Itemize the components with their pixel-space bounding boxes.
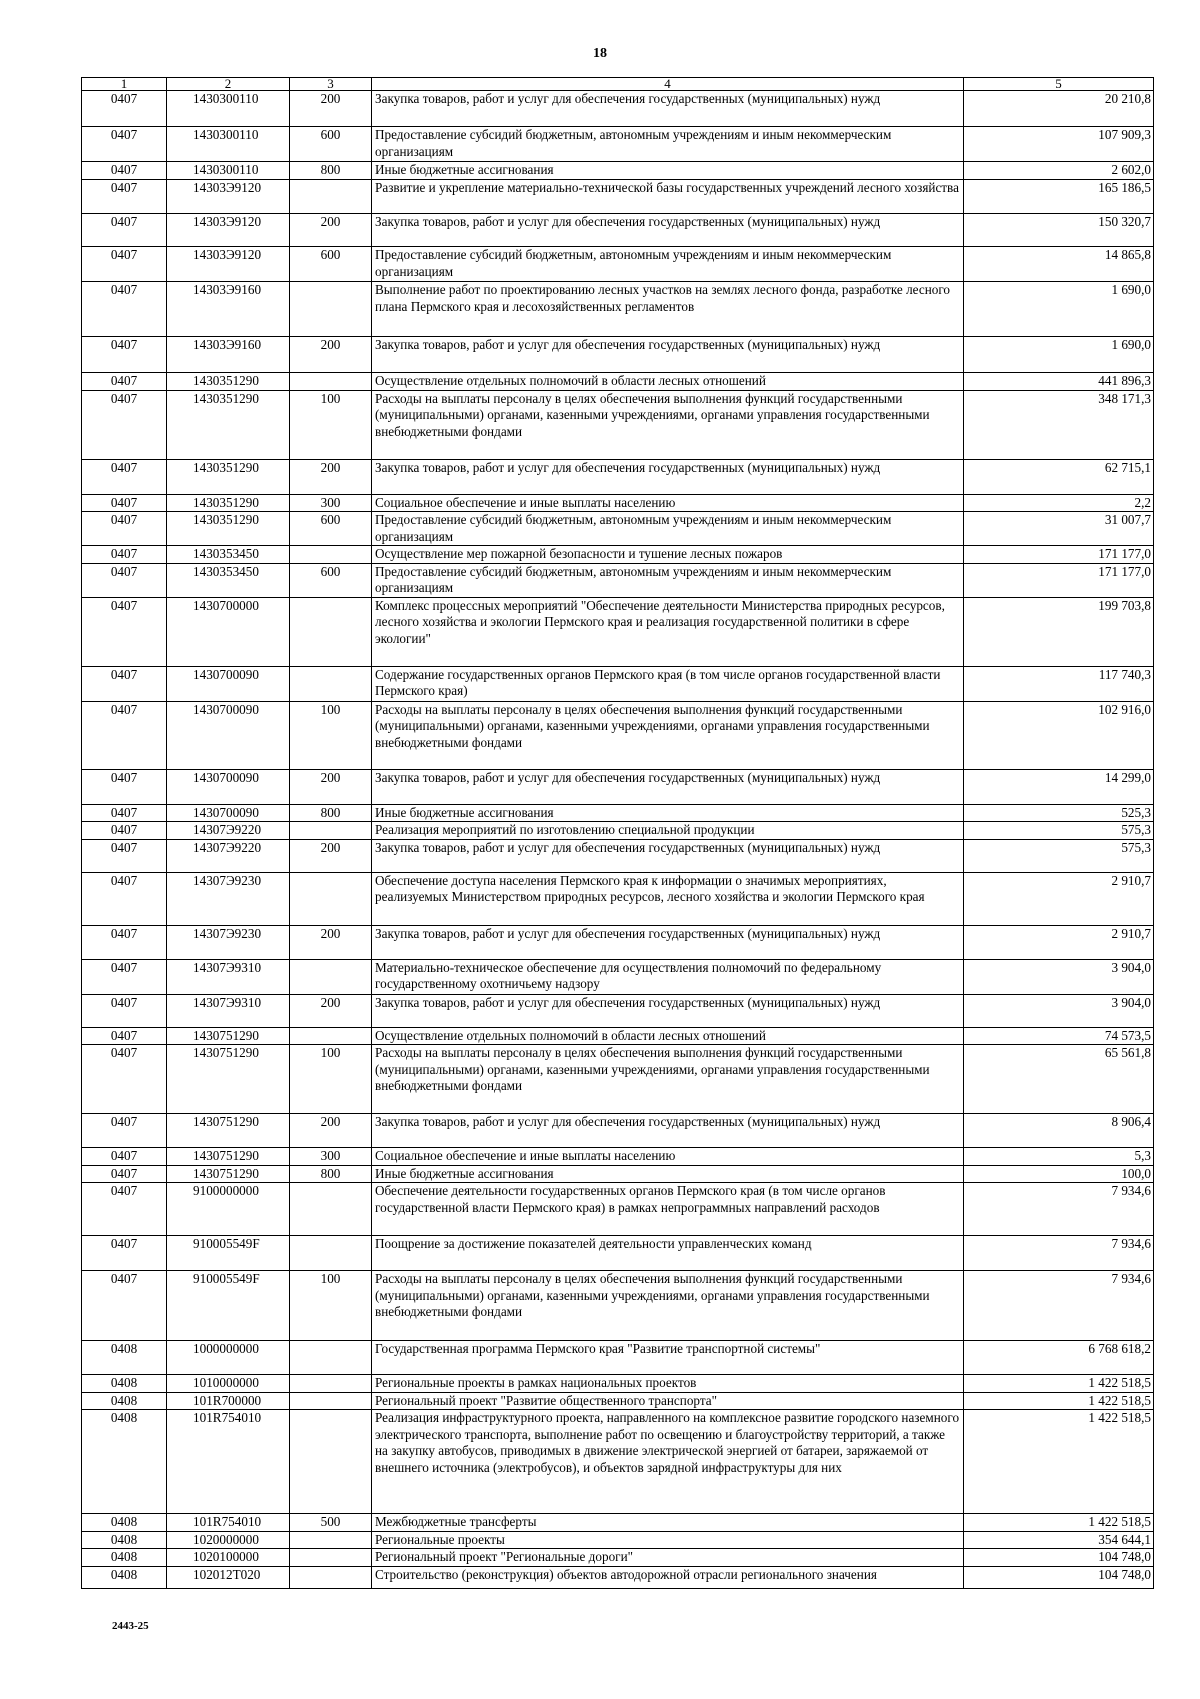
type-cell [290,1341,372,1375]
code-cell: 1430300110 [167,162,290,180]
table-row [82,701,1154,769]
section-cell: 0407 [82,373,167,391]
table-row [82,512,1154,546]
amount-cell: 3 904,0 [964,994,1154,1027]
amount-cell: 441 896,3 [964,373,1154,391]
code-cell: 1430351290 [167,512,290,546]
type-cell: 200 [290,925,372,959]
type-cell: 100 [290,390,372,459]
section-cell: 0408 [82,1549,167,1567]
column-header: 4 [372,78,964,91]
amount-cell: 2 602,0 [964,162,1154,180]
type-cell: 600 [290,127,372,162]
code-cell: 910005549F [167,1236,290,1271]
section-cell: 0408 [82,1392,167,1410]
section-cell: 0408 [82,1410,167,1514]
code-cell: 910005549F [167,1271,290,1341]
column-header: 3 [290,78,372,91]
section-cell: 0407 [82,1165,167,1183]
name-cell: Содержание государственных органов Пермского края (в том числе органов государственной власти Пермского края) [372,666,964,701]
name-cell: Реализация инфраструктурного проекта, направленного на комплексное развитие городского наземного электрического транспорта, выполнение работ по освещению и благоустройству территорий, а также на закупку автобусов, приводимых в движение электрической энергией от батареи, заряжаемой от внешнего источника (электробусов), и объектов зарядной инфраструктуры для них [372,1410,964,1514]
table-row [82,1514,1154,1532]
section-cell: 0407 [82,701,167,769]
type-cell [290,1531,372,1549]
table-row [82,546,1154,564]
section-cell: 0407 [82,769,167,804]
code-cell: 1430700090 [167,804,290,822]
table-row [82,282,1154,337]
section-cell: 0407 [82,214,167,247]
name-cell: Осуществление отдельных полномочий в области лесных отношений [372,373,964,391]
amount-cell: 7 934,6 [964,1183,1154,1236]
amount-cell: 354 644,1 [964,1531,1154,1549]
table-row [82,1566,1154,1588]
amount-cell: 199 703,8 [964,597,1154,666]
amount-cell: 150 320,7 [964,214,1154,247]
table-row [82,1410,1154,1514]
amount-cell: 65 561,8 [964,1045,1154,1114]
code-cell: 14307Э9220 [167,822,290,840]
type-cell: 600 [290,512,372,546]
code-cell: 1430351290 [167,459,290,494]
type-cell: 200 [290,337,372,373]
name-cell: Закупка товаров, работ и услуг для обеспечения государственных (муниципальных) нужд [372,769,964,804]
name-cell: Строительство (реконструкция) объектов автодорожной отрасли регионального значения [372,1566,964,1588]
code-cell: 1430351290 [167,373,290,391]
code-cell: 14307Э9230 [167,872,290,925]
name-cell: Осуществление отдельных полномочий в области лесных отношений [372,1027,964,1045]
name-cell: Поощрение за достижение показателей деятельности управленческих команд [372,1236,964,1271]
amount-cell: 348 171,3 [964,390,1154,459]
table-row [82,127,1154,162]
name-cell: Предоставление субсидий бюджетным, автономным учреждениям и иным некоммерческим организациям [372,563,964,597]
type-cell: 200 [290,91,372,127]
name-cell: Региональные проекты в рамках национальных проектов [372,1375,964,1393]
code-cell: 1020000000 [167,1531,290,1549]
table-header-row [82,78,1154,91]
name-cell: Закупка товаров, работ и услуг для обеспечения государственных (муниципальных) нужд [372,459,964,494]
name-cell: Расходы на выплаты персоналу в целях обеспечения выполнения функций государственными (муниципальными) органами, казенными учреждениями, органами управления государственными внебюджетными фондами [372,1271,964,1341]
amount-cell: 2 910,7 [964,925,1154,959]
name-cell: Социальное обеспечение и иные выплаты населению [372,1148,964,1166]
type-cell: 500 [290,1514,372,1532]
table-row [82,597,1154,666]
type-cell [290,1236,372,1271]
code-cell: 14303Э9160 [167,337,290,373]
type-cell [290,1549,372,1567]
section-cell: 0408 [82,1566,167,1588]
section-cell: 0408 [82,1375,167,1393]
name-cell: Иные бюджетные ассигнования [372,162,964,180]
type-cell [290,1410,372,1514]
name-cell: Закупка товаров, работ и услуг для обеспечения государственных (муниципальных) нужд [372,1114,964,1148]
table-row [82,804,1154,822]
document-code: 2443-25 [112,1620,149,1632]
amount-cell: 525,3 [964,804,1154,822]
table-row [82,1375,1154,1393]
code-cell: 1430300110 [167,91,290,127]
table-row [82,769,1154,804]
type-cell: 600 [290,247,372,282]
amount-cell: 575,3 [964,822,1154,840]
table-row [82,1114,1154,1148]
type-cell: 600 [290,563,372,597]
section-cell: 0407 [82,1183,167,1236]
section-cell: 0407 [82,563,167,597]
type-cell [290,822,372,840]
name-cell: Закупка товаров, работ и услуг для обеспечения государственных (муниципальных) нужд [372,214,964,247]
type-cell [290,282,372,337]
type-cell: 100 [290,1271,372,1341]
column-header: 5 [964,78,1154,91]
amount-cell: 1 422 518,5 [964,1375,1154,1393]
type-cell: 100 [290,1045,372,1114]
section-cell: 0407 [82,597,167,666]
amount-cell: 117 740,3 [964,666,1154,701]
section-cell: 0407 [82,994,167,1027]
page-number: 18 [593,46,607,61]
amount-cell: 102 916,0 [964,701,1154,769]
section-cell: 0407 [82,666,167,701]
name-cell: Региональные проекты [372,1531,964,1549]
type-cell [290,597,372,666]
section-cell: 0407 [82,872,167,925]
table-row [82,994,1154,1027]
section-cell: 0407 [82,512,167,546]
table-row [82,494,1154,512]
code-cell: 1430700090 [167,769,290,804]
type-cell: 200 [290,769,372,804]
section-cell: 0407 [82,822,167,840]
code-cell: 101R754010 [167,1410,290,1514]
section-cell: 0407 [82,127,167,162]
section-cell: 0407 [82,839,167,872]
amount-cell: 1 422 518,5 [964,1514,1154,1532]
amount-cell: 74 573,5 [964,1027,1154,1045]
code-cell: 9100000000 [167,1183,290,1236]
code-cell: 1430751290 [167,1114,290,1148]
column-header: 2 [167,78,290,91]
table-row [82,1236,1154,1271]
name-cell: Выполнение работ по проектированию лесных участков на землях лесного фонда, разработке лесного плана Пермского края и лесохозяйственных регламентов [372,282,964,337]
budget-table [81,77,1154,1589]
amount-cell: 31 007,7 [964,512,1154,546]
code-cell: 1430751290 [167,1027,290,1045]
table-row [82,563,1154,597]
table-row [82,214,1154,247]
amount-cell: 14 299,0 [964,769,1154,804]
section-cell: 0407 [82,925,167,959]
section-cell: 0408 [82,1341,167,1375]
code-cell: 1430351290 [167,390,290,459]
amount-cell: 2 910,7 [964,872,1154,925]
section-cell: 0407 [82,1114,167,1148]
name-cell: Развитие и укрепление материально-технической базы государственных учреждений лесного хозяйства [372,180,964,214]
code-cell: 14303Э9160 [167,282,290,337]
section-cell: 0407 [82,162,167,180]
type-cell: 800 [290,162,372,180]
amount-cell: 104 748,0 [964,1549,1154,1567]
type-cell: 200 [290,214,372,247]
type-cell: 100 [290,701,372,769]
section-cell: 0408 [82,1531,167,1549]
name-cell: Реализация мероприятий по изготовлению специальной продукции [372,822,964,840]
table-row [82,925,1154,959]
section-cell: 0407 [82,337,167,373]
code-cell: 14307Э9230 [167,925,290,959]
name-cell: Комплекс процессных мероприятий "Обеспечение деятельности Министерства природных ресурсов, лесного хозяйства и экологии Пермского края и реализация государственной политики в сфере экологии" [372,597,964,666]
table-row [82,1183,1154,1236]
section-cell: 0407 [82,180,167,214]
type-cell [290,1392,372,1410]
type-cell: 300 [290,494,372,512]
amount-cell: 100,0 [964,1165,1154,1183]
code-cell: 1430300110 [167,127,290,162]
name-cell: Материально-техническое обеспечение для осуществления полномочий по федеральному государственному охотничьему надзору [372,959,964,994]
amount-cell: 2,2 [964,494,1154,512]
name-cell: Государственная программа Пермского края "Развитие транспортной системы" [372,1341,964,1375]
code-cell: 14303Э9120 [167,214,290,247]
table-row [82,1341,1154,1375]
name-cell: Расходы на выплаты персоналу в целях обеспечения выполнения функций государственными (муниципальными) органами, казенными учреждениями, органами управления государственными внебюджетными фондами [372,390,964,459]
type-cell [290,373,372,391]
type-cell [290,1566,372,1588]
name-cell: Иные бюджетные ассигнования [372,804,964,822]
section-cell: 0407 [82,546,167,564]
code-cell: 1430751290 [167,1045,290,1114]
table-row [82,959,1154,994]
table-row [82,1271,1154,1341]
amount-cell: 62 715,1 [964,459,1154,494]
code-cell: 1020100000 [167,1549,290,1567]
amount-cell: 171 177,0 [964,546,1154,564]
code-cell: 1430353450 [167,546,290,564]
table-row [82,822,1154,840]
section-cell: 0407 [82,1236,167,1271]
name-cell: Региональный проект "Региональные дороги" [372,1549,964,1567]
table-row [82,180,1154,214]
table-row [82,1165,1154,1183]
type-cell [290,872,372,925]
name-cell: Межбюджетные трансферты [372,1514,964,1532]
code-cell: 1430700090 [167,701,290,769]
code-cell: 1430353450 [167,563,290,597]
type-cell: 200 [290,994,372,1027]
amount-cell: 5,3 [964,1148,1154,1166]
table-row [82,459,1154,494]
code-cell: 1430700090 [167,666,290,701]
name-cell: Расходы на выплаты персоналу в целях обеспечения выполнения функций государственными (муниципальными) органами, казенными учреждениями, органами управления государственными внебюджетными фондами [372,1045,964,1114]
section-cell: 0407 [82,494,167,512]
code-cell: 1430700000 [167,597,290,666]
section-cell: 0407 [82,1148,167,1166]
code-cell: 102012T020 [167,1566,290,1588]
section-cell: 0407 [82,247,167,282]
amount-cell: 6 768 618,2 [964,1341,1154,1375]
code-cell: 14307Э9310 [167,994,290,1027]
amount-cell: 1 690,0 [964,337,1154,373]
table-row [82,1148,1154,1166]
type-cell [290,1183,372,1236]
code-cell: 14303Э9120 [167,180,290,214]
name-cell: Закупка товаров, работ и услуг для обеспечения государственных (муниципальных) нужд [372,994,964,1027]
table-row [82,666,1154,701]
amount-cell: 165 186,5 [964,180,1154,214]
name-cell: Социальное обеспечение и иные выплаты населению [372,494,964,512]
section-cell: 0407 [82,459,167,494]
code-cell: 1010000000 [167,1375,290,1393]
type-cell [290,1375,372,1393]
code-cell: 101R700000 [167,1392,290,1410]
table-row [82,337,1154,373]
amount-cell: 107 909,3 [964,127,1154,162]
type-cell: 300 [290,1148,372,1166]
name-cell: Иные бюджетные ассигнования [372,1165,964,1183]
section-cell: 0407 [82,390,167,459]
amount-cell: 171 177,0 [964,563,1154,597]
type-cell: 200 [290,1114,372,1148]
type-cell: 800 [290,804,372,822]
amount-cell: 104 748,0 [964,1566,1154,1588]
table-row [82,91,1154,127]
code-cell: 1430351290 [167,494,290,512]
amount-cell: 20 210,8 [964,91,1154,127]
type-cell: 200 [290,459,372,494]
name-cell: Закупка товаров, работ и услуг для обеспечения государственных (муниципальных) нужд [372,337,964,373]
name-cell: Предоставление субсидий бюджетным, автономным учреждениям и иным некоммерческим организациям [372,247,964,282]
table-row [82,1045,1154,1114]
type-cell: 800 [290,1165,372,1183]
amount-cell: 7 934,6 [964,1236,1154,1271]
amount-cell: 14 865,8 [964,247,1154,282]
type-cell [290,959,372,994]
table-row [82,839,1154,872]
code-cell: 1430751290 [167,1148,290,1166]
code-cell: 1000000000 [167,1341,290,1375]
code-cell: 14307Э9220 [167,839,290,872]
name-cell: Закупка товаров, работ и услуг для обеспечения государственных (муниципальных) нужд [372,91,964,127]
section-cell: 0407 [82,1027,167,1045]
amount-cell: 575,3 [964,839,1154,872]
table-row [82,1027,1154,1045]
table-row [82,872,1154,925]
amount-cell: 1 422 518,5 [964,1392,1154,1410]
amount-cell: 1 422 518,5 [964,1410,1154,1514]
section-cell: 0408 [82,1514,167,1532]
code-cell: 101R754010 [167,1514,290,1532]
amount-cell: 8 906,4 [964,1114,1154,1148]
amount-cell: 1 690,0 [964,282,1154,337]
table-row [82,1549,1154,1567]
section-cell: 0407 [82,1271,167,1341]
code-cell: 14307Э9310 [167,959,290,994]
section-cell: 0407 [82,282,167,337]
name-cell: Предоставление субсидий бюджетным, автономным учреждениям и иным некоммерческим организациям [372,127,964,162]
name-cell: Региональный проект "Развитие общественного транспорта" [372,1392,964,1410]
section-cell: 0407 [82,1045,167,1114]
column-header: 1 [82,78,167,91]
section-cell: 0407 [82,804,167,822]
section-cell: 0407 [82,91,167,127]
name-cell: Расходы на выплаты персоналу в целях обеспечения выполнения функций государственными (муниципальными) органами, казенными учреждениями, органами управления государственными внебюджетными фондами [372,701,964,769]
section-cell: 0407 [82,959,167,994]
name-cell: Обеспечение деятельности государственных органов Пермского края (в том числе органов государственной власти Пермского края) в рамках непрограммных направлений расходов [372,1183,964,1236]
table-row [82,247,1154,282]
name-cell: Закупка товаров, работ и услуг для обеспечения государственных (муниципальных) нужд [372,925,964,959]
type-cell [290,1027,372,1045]
table-row [82,1392,1154,1410]
table-row [82,1531,1154,1549]
amount-cell: 7 934,6 [964,1271,1154,1341]
type-cell: 200 [290,839,372,872]
table-row [82,162,1154,180]
code-cell: 14303Э9120 [167,247,290,282]
type-cell [290,546,372,564]
code-cell: 1430751290 [167,1165,290,1183]
type-cell [290,180,372,214]
name-cell: Предоставление субсидий бюджетным, автономным учреждениям и иным некоммерческим организациям [372,512,964,546]
name-cell: Обеспечение доступа населения Пермского края к информации о значимых мероприятиях, реализуемых Министерством природных ресурсов, лесного хозяйства и экологии Пермского края [372,872,964,925]
name-cell: Закупка товаров, работ и услуг для обеспечения государственных (муниципальных) нужд [372,839,964,872]
table-row [82,390,1154,459]
name-cell: Осуществление мер пожарной безопасности и тушение лесных пожаров [372,546,964,564]
table-row [82,373,1154,391]
type-cell [290,666,372,701]
amount-cell: 3 904,0 [964,959,1154,994]
